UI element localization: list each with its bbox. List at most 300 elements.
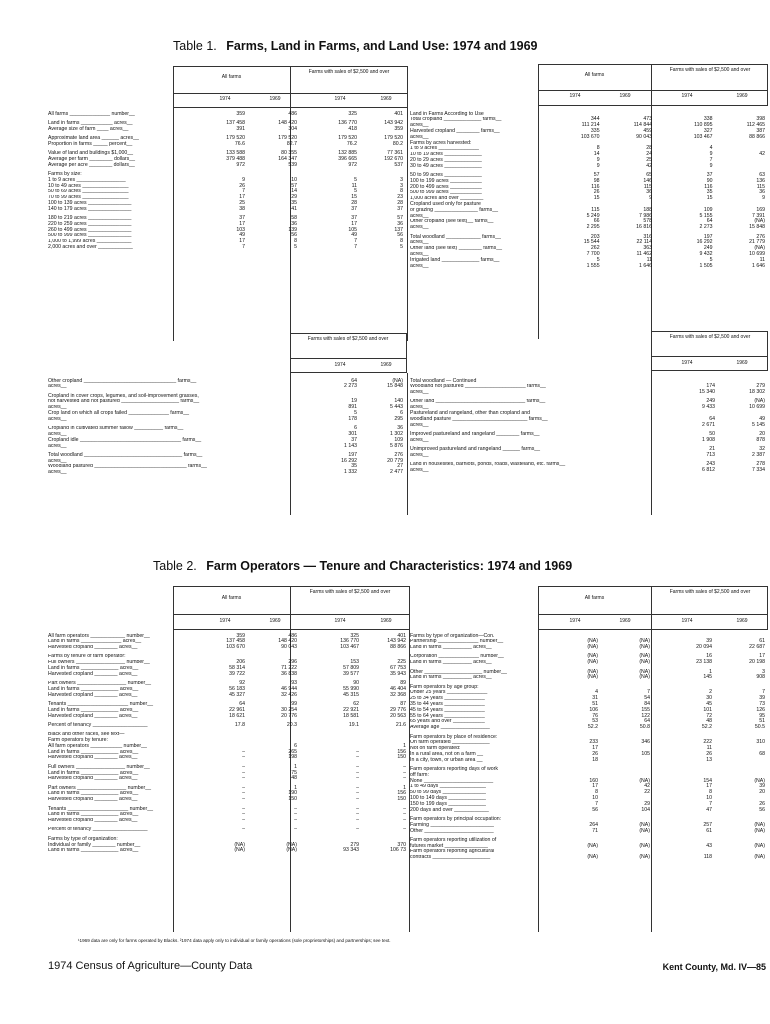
t1-left-value: 972 bbox=[348, 161, 357, 168]
t2-left-label: All farm operators ____________ number__ bbox=[48, 633, 150, 639]
t2-right-label: Farm operators by age group: bbox=[410, 684, 479, 690]
t2-left-label: Full owners _________________ number__ bbox=[48, 659, 150, 666]
t2-right-value: 54 bbox=[644, 695, 650, 702]
t1-right-value: 7 391 bbox=[752, 212, 765, 219]
t1-lower-left-label: Cropland in cover crops, legumes, and soil-improvement grasses, bbox=[48, 393, 199, 399]
t1-right-value: 7 986 bbox=[639, 212, 653, 219]
t1-lower-left-label: acres__ bbox=[48, 458, 67, 464]
t2-left-value: 56 183 bbox=[229, 685, 245, 692]
t2-right-value: 154 bbox=[703, 777, 712, 784]
t1-right-value: 5 249 bbox=[586, 212, 600, 219]
t1-right-label: 1,000 acres and over ________ bbox=[410, 195, 484, 202]
t2-right-value: (NA) bbox=[639, 659, 650, 666]
t1-lower-right-label: acres__ bbox=[410, 404, 429, 411]
t2-right-label: Farms by type of organization—Con. bbox=[410, 633, 495, 639]
t1-right-value: 15 bbox=[593, 195, 600, 202]
t2-left-value: – bbox=[403, 805, 406, 812]
t1-right-value: 111 214 bbox=[581, 122, 600, 129]
t1-lower-left-value: 276 bbox=[394, 451, 403, 458]
t1-right-value: 276 bbox=[756, 233, 765, 240]
t1-left-value: 972 bbox=[236, 161, 245, 168]
t2-left-value: 39 722 bbox=[229, 670, 245, 677]
t1-left-value: 137 bbox=[394, 226, 403, 233]
t2-left-value: 30 254 bbox=[281, 706, 297, 713]
t1-right-value: 8 bbox=[596, 145, 600, 152]
t2-right-value: 39 bbox=[759, 783, 765, 790]
t2-right-value: 4 bbox=[595, 689, 598, 696]
t1-right-value: 316 bbox=[643, 233, 653, 240]
t1-left-value: 7 bbox=[354, 244, 357, 251]
t1-right-label: acres__ bbox=[410, 224, 429, 231]
t2-left-value: 148 420 bbox=[278, 638, 297, 645]
t2-right-value: 56 bbox=[592, 806, 598, 813]
t2-left-value: – bbox=[356, 805, 359, 812]
table2-right-table bbox=[410, 633, 765, 860]
t1-lower-right-value: 7 334 bbox=[752, 466, 765, 473]
t1-left-value: 3 bbox=[400, 176, 403, 183]
t2-right-value: (NA) bbox=[639, 821, 650, 828]
t1-left-value: 5 bbox=[354, 188, 357, 195]
t2-right-label: Under 25 years ______________ bbox=[410, 689, 488, 696]
t2-left-value: 90 bbox=[353, 680, 359, 687]
t2-right-label: 200 days and over ____________ bbox=[410, 807, 489, 813]
t1-left-label: 100 to 139 acres _______________ bbox=[48, 200, 132, 206]
t2-left-value: – bbox=[356, 796, 359, 803]
t1-right-value: 21 779 bbox=[749, 239, 765, 246]
t1-lower-right-value: 15 340 bbox=[699, 389, 715, 396]
t2-right-label: Land in farms __________ acres__ bbox=[410, 644, 492, 651]
t2-right-value: 52.2 bbox=[587, 724, 598, 731]
t1-right-label: 20 to 29 acres _____________ bbox=[410, 157, 482, 163]
t1-lower-left-label: acres__ bbox=[48, 416, 67, 422]
t2-left-value: – bbox=[356, 784, 359, 791]
t2-right-value: (NA) bbox=[587, 659, 598, 666]
table1-lower-right-col-sales: Farms with sales of $2,500 and over bbox=[669, 334, 751, 340]
t1-right-value: 146 bbox=[643, 177, 653, 184]
t2-left-value: 93 343 bbox=[343, 847, 359, 854]
table1-right-y1969a: 1969 bbox=[619, 93, 631, 99]
t2-left-value: – bbox=[403, 811, 406, 818]
t2-right-value: 22 bbox=[644, 789, 650, 796]
t1-right-label: 100 to 199 acres ___________ bbox=[410, 178, 482, 184]
t1-lower-left-value: 36 bbox=[397, 425, 403, 432]
t2-left-value: 90 043 bbox=[281, 644, 297, 651]
table1-left-y1969b: 1969 bbox=[380, 96, 392, 102]
t1-right-value: 36 bbox=[646, 189, 653, 196]
t2-left-value: – bbox=[356, 811, 359, 818]
table1-left-col-sales: Farms with sales of $2,500 and over bbox=[308, 69, 390, 75]
t1-left-value: 37 bbox=[239, 215, 245, 222]
t1-right-value: 15 544 bbox=[583, 239, 600, 246]
t1-right-value: 37 bbox=[706, 172, 713, 179]
t1-right-value: 1 646 bbox=[639, 262, 653, 269]
t1-lower-right-value: 878 bbox=[756, 436, 765, 443]
t1-lower-left-label: Cropland idle ___________________________________ farms__ bbox=[48, 437, 202, 443]
t2-left-label: Harvested cropland ________ acres__ bbox=[48, 775, 138, 782]
t1-left-value: 359 bbox=[236, 110, 245, 117]
t2-left-value: – bbox=[242, 769, 245, 776]
t1-right-label: 500 to 999 acres ___________ bbox=[410, 189, 482, 196]
t1-left-value: 41 bbox=[291, 205, 297, 212]
t2-left-row bbox=[48, 848, 406, 854]
t2-left-value: 103 467 bbox=[340, 644, 359, 651]
t2-right-value: 3 bbox=[762, 668, 765, 675]
t2-right-value: (NA) bbox=[587, 638, 598, 645]
t2-right-row bbox=[410, 855, 765, 861]
t1-lower-left-label: Crop land on which all crops failed ______________ farms__ bbox=[48, 410, 190, 417]
t2-right-label: Land in farms __________ acres__ bbox=[410, 674, 492, 681]
t2-left-value: 325 bbox=[350, 632, 359, 639]
t2-right-value: 42 bbox=[644, 783, 650, 790]
t2-left-label: Land in farms _____________ acres__ bbox=[48, 749, 139, 755]
table2-left-y1974b: 1974 bbox=[334, 618, 346, 624]
t2-right-value: 51 bbox=[592, 701, 598, 708]
t1-lower-left-value: 295 bbox=[394, 415, 403, 422]
t2-right-value: 17 bbox=[592, 783, 598, 790]
t2-right-value: 45 bbox=[706, 701, 712, 708]
t1-right-value: 11 462 bbox=[636, 250, 653, 257]
table2-left-table bbox=[48, 633, 406, 854]
t2-left-value: 22 921 bbox=[343, 706, 359, 713]
t2-left-value: 71 222 bbox=[281, 665, 297, 672]
t1-lower-right-value: 10 699 bbox=[749, 404, 765, 411]
t1-left-label: 1,000 to 1,999 acres ____________ bbox=[48, 238, 132, 245]
t1-lower-right-value: 5 145 bbox=[752, 421, 765, 428]
t1-right-value: 327 bbox=[703, 127, 713, 134]
t2-left-value: – bbox=[356, 817, 359, 824]
t2-right-label: Farm operators reporting agricultural bbox=[410, 848, 495, 855]
t2-right-value: 122 bbox=[641, 712, 650, 719]
t2-left-value: 1 bbox=[403, 784, 406, 791]
t2-right-value: 20 bbox=[759, 789, 765, 796]
t2-right-value: 76 bbox=[592, 712, 598, 719]
t1-left-label: 140 to 179 acres _______________ bbox=[48, 206, 132, 212]
t1-left-value: 77 361 bbox=[387, 150, 403, 157]
t1-left-label: 260 to 499 acres _______________ bbox=[48, 227, 132, 233]
t1-left-label: Land in farms ___________ acres__ bbox=[48, 120, 133, 126]
t1-right-value: 363 bbox=[643, 245, 653, 252]
t1-right-value: 5 bbox=[709, 256, 713, 263]
table1-lower-right-table bbox=[410, 378, 765, 473]
t1-left-value: 8 bbox=[400, 188, 403, 195]
t2-right-label: Other ________________________ bbox=[410, 827, 494, 834]
table1-lower-right-y1969: 1969 bbox=[736, 360, 748, 366]
t1-left-value: 37 bbox=[397, 205, 403, 212]
t1-left-value: 5 bbox=[294, 244, 297, 251]
t2-right-value: 155 bbox=[641, 706, 650, 713]
t1-right-value: 115 bbox=[643, 183, 653, 190]
t2-right-value: 29 bbox=[644, 800, 650, 807]
t2-left-value: 20.3 bbox=[286, 721, 297, 728]
t1-left-value: 7 bbox=[242, 188, 245, 195]
t1-left-label: 220 to 259 acres _______________ bbox=[48, 221, 132, 227]
t1-left-value: 49 bbox=[351, 232, 357, 239]
t2-right-value: (NA) bbox=[754, 821, 765, 828]
footnote: ¹1969 data are only for farms operated by Blacks. ²1974 data apply only to individual or family operations (sole proprietorships) and partnerships; see text. bbox=[78, 938, 391, 943]
t1-right-value: 9 432 bbox=[699, 250, 713, 257]
t1-lower-right-value: 249 bbox=[706, 398, 715, 405]
t2-right-value: (NA) bbox=[639, 842, 650, 849]
t2-right-value: 17 bbox=[759, 653, 765, 660]
t1-left-value: 148 420 bbox=[278, 119, 297, 126]
t1-lower-right-value: 50 bbox=[709, 430, 715, 437]
t1-left-label: 70 to 99 acres ________________ bbox=[48, 194, 129, 201]
t2-left-value: 45 327 bbox=[229, 691, 245, 698]
t2-right-value: 26 bbox=[592, 750, 598, 757]
table1-left-col-all-farms: All farms bbox=[221, 74, 242, 80]
t1-lower-left-value: 1 302 bbox=[390, 430, 403, 437]
t2-left-value: – bbox=[242, 790, 245, 797]
t2-left-value: – bbox=[403, 775, 406, 782]
t2-left-value: 190 bbox=[288, 790, 297, 797]
t2-left-value: – bbox=[294, 817, 297, 824]
t2-left-value: 18 581 bbox=[343, 712, 359, 719]
t2-right-value: 105 bbox=[641, 750, 650, 757]
t2-right-value: 7 bbox=[709, 800, 712, 807]
t1-lower-left-value: 2 273 bbox=[344, 383, 357, 390]
t1-lower-left-label: acres__ bbox=[48, 431, 67, 437]
t2-right-value: (NA) bbox=[587, 842, 598, 849]
t1-left-value: 35 bbox=[291, 199, 297, 206]
t1-left-value: 5 bbox=[354, 176, 357, 183]
t2-left-value: 106 73 bbox=[390, 847, 406, 854]
t2-left-label: Harvested cropland ________ acres__ bbox=[48, 644, 138, 651]
t2-left-value: 57 809 bbox=[343, 665, 359, 672]
t1-left-value: 57 bbox=[291, 182, 297, 189]
t2-right-value: 39 bbox=[759, 695, 765, 702]
t2-left-value: – bbox=[294, 811, 297, 818]
t1-right-value: 28 bbox=[646, 145, 653, 152]
t2-right-value: 908 bbox=[756, 674, 765, 681]
t2-right-row bbox=[410, 675, 765, 681]
t2-left-value: 265 bbox=[288, 748, 297, 755]
t1-left-value: 37 bbox=[351, 205, 357, 212]
t1-right-value: 15 848 bbox=[749, 224, 765, 231]
t2-right-label: 50 to 99 days _______________ bbox=[410, 789, 486, 796]
t1-left-value: 359 bbox=[394, 125, 403, 132]
t1-lower-right-label: Total woodland — Continued bbox=[410, 378, 477, 384]
t1-left-value: 192 670 bbox=[384, 155, 403, 162]
t2-left-label: Land in farms ______________ acres__ bbox=[48, 638, 142, 645]
t1-lower-left-value: 6 bbox=[354, 425, 357, 432]
t1-lower-left-label: Cropland in cultivated summer fallow __________ farms__ bbox=[48, 425, 184, 432]
t2-right-label: 65 years and over ___________ bbox=[410, 718, 485, 725]
footer-publication: 1974 Census of Agriculture—County Data bbox=[48, 960, 253, 972]
t2-left-value: (NA) bbox=[234, 841, 245, 848]
t1-right-value: 578 bbox=[643, 218, 653, 225]
t2-left-value: – bbox=[242, 826, 245, 833]
t1-lower-left-row bbox=[48, 470, 403, 476]
t2-right-value: (NA) bbox=[587, 674, 598, 681]
t2-left-value: – bbox=[242, 784, 245, 791]
t1-right-label: Total cropland _____________ farms__ bbox=[410, 116, 502, 123]
t2-right-value: 51 bbox=[759, 718, 765, 725]
t1-right-value: 112 465 bbox=[746, 122, 765, 129]
t1-left-value: 76.2 bbox=[346, 140, 357, 147]
t2-right-value: 118 bbox=[703, 854, 712, 861]
t1-left-value: 56 bbox=[291, 232, 297, 239]
t1-left-value: 379 488 bbox=[226, 155, 245, 162]
t2-right-value: (NA) bbox=[639, 653, 650, 660]
t1-left-label: 10 to 49 acres ________________ bbox=[48, 182, 129, 189]
t1-right-value: 98 bbox=[593, 177, 600, 184]
t1-lower-right-label: acres__ bbox=[410, 452, 429, 458]
t2-left-value: 156 bbox=[397, 790, 406, 797]
t1-left-value: 80 355 bbox=[281, 150, 297, 157]
t2-right-value: 73 bbox=[759, 701, 765, 708]
t1-right-value: 387 bbox=[756, 127, 765, 134]
t1-right-value: 169 bbox=[756, 206, 765, 213]
t2-right-label: Farm operators reporting utilization of bbox=[410, 837, 497, 843]
t2-left-value: 32 426 bbox=[281, 691, 297, 698]
t2-left-value: 22 961 bbox=[229, 706, 245, 713]
t1-right-label: acres__ bbox=[410, 122, 429, 129]
t1-left-label: Average per acre ________ dollars__ bbox=[48, 162, 135, 168]
t2-right-value: 22 687 bbox=[749, 644, 765, 651]
t1-right-label: Harvested cropland ________ farms__ bbox=[410, 128, 500, 134]
t1-right-value: 103 670 bbox=[580, 133, 600, 140]
t1-right-value: 65 bbox=[646, 172, 653, 179]
t1-right-value: 9 bbox=[762, 195, 765, 202]
t1-left-value: 179 520 bbox=[338, 134, 357, 141]
t1-left-value: 7 bbox=[242, 244, 245, 251]
t2-left-label: Land in farms _____________ acres__ bbox=[48, 665, 139, 672]
t1-right-label: Farms by acres harvested: bbox=[410, 139, 472, 146]
t2-left-value: 150 bbox=[397, 796, 406, 803]
t2-left-value: – bbox=[294, 805, 297, 812]
t2-left-label: Full owners _________________ number__ bbox=[48, 764, 150, 770]
t1-lower-right-label: Land in housesites, barnlots, ponds, roads, wasteland, etc. farms__ bbox=[410, 461, 566, 468]
t1-lower-left-value: 1 332 bbox=[344, 469, 357, 476]
table1-right-table bbox=[410, 111, 765, 269]
t2-left-value: 36 838 bbox=[281, 670, 297, 677]
t2-left-value: 58 314 bbox=[229, 665, 245, 672]
t1-right-label: 10 to 19 acres _____________ bbox=[410, 151, 482, 158]
table2-number: Table 2. bbox=[153, 559, 197, 573]
t1-left-value: 143 942 bbox=[384, 119, 403, 126]
t1-left-value: 325 bbox=[348, 110, 357, 117]
t2-right-value: 53 bbox=[592, 718, 598, 725]
t1-left-value: 17 bbox=[239, 194, 245, 201]
t2-left-value: 48 bbox=[291, 775, 297, 782]
table1-left-y1969a: 1969 bbox=[269, 96, 281, 102]
t2-right-value: (NA) bbox=[639, 777, 650, 784]
t1-right-value: 110 895 bbox=[694, 122, 713, 129]
t1-right-value: 14 bbox=[593, 151, 600, 158]
t1-left-label: All farms ______________ number__ bbox=[48, 111, 135, 117]
t1-right-value: 116 bbox=[591, 183, 600, 190]
t1-right-value: 26 bbox=[593, 189, 600, 196]
t2-left-value: 99 bbox=[291, 701, 297, 708]
t2-right-label: In a city, town, or urban area __ bbox=[410, 757, 483, 763]
t2-left-value: – bbox=[356, 775, 359, 782]
t1-left-value: 304 bbox=[288, 125, 297, 132]
t1-right-value: 7 bbox=[709, 156, 713, 163]
t1-left-value: 105 bbox=[348, 226, 357, 233]
t1-lower-left-label: acres__ bbox=[48, 469, 67, 476]
table2-right-col-all-farms: All farms bbox=[584, 595, 605, 601]
t1-left-value: 136 770 bbox=[338, 119, 357, 126]
t1-lower-left-value: 109 bbox=[394, 436, 403, 443]
t2-left-value: 18 621 bbox=[229, 712, 245, 719]
t1-left-label: 50 to 69 acres ________________ bbox=[48, 188, 129, 195]
t1-right-label: acres__ bbox=[410, 251, 429, 257]
t2-right-label: Corporation ______________ number__ bbox=[410, 653, 504, 660]
t2-left-value: 279 bbox=[350, 841, 359, 848]
t1-left-value: 418 bbox=[348, 125, 357, 132]
t1-left-value: 8 bbox=[294, 238, 297, 245]
t2-right-value: 43 bbox=[706, 842, 712, 849]
t1-left-value: 49 bbox=[239, 232, 245, 239]
t1-left-value: 37 bbox=[351, 215, 357, 222]
t2-left-label: Part owners _________________ number__ bbox=[48, 785, 151, 791]
t2-left-label: Black and other races, see text— bbox=[48, 731, 125, 738]
t2-right-row bbox=[410, 725, 765, 731]
t1-left-value: 25 bbox=[239, 199, 245, 206]
t1-lower-right-label: Woodland not pastured _____________________ farms__ bbox=[410, 383, 546, 390]
t1-left-value: 28 bbox=[351, 199, 357, 206]
t1-lower-left-value: 6 bbox=[400, 410, 403, 417]
table1-left-y1974a: 1974 bbox=[219, 96, 231, 102]
t1-right-label: acres__ bbox=[410, 262, 429, 269]
t1-lower-left-label: acres__ bbox=[48, 404, 67, 411]
t1-left-value: 17 bbox=[239, 220, 245, 227]
table1-right-col-all-farms: All farms bbox=[584, 72, 605, 78]
t2-right-label: Farm operators reporting days of work bbox=[410, 766, 498, 773]
t2-left-value: 62 bbox=[353, 701, 359, 708]
table2-left-y1974a: 1974 bbox=[219, 618, 231, 624]
t2-right-value: (NA) bbox=[639, 674, 650, 681]
t2-left-value: – bbox=[356, 763, 359, 770]
t2-right-value: 10 bbox=[592, 795, 598, 802]
t2-left-label: Harvested cropland ________ acres__ bbox=[48, 713, 138, 719]
t1-right-value: 114 844 bbox=[633, 122, 653, 129]
t1-right-value: 36 bbox=[759, 189, 765, 196]
t1-left-value: 179 520 bbox=[226, 134, 245, 141]
t1-left-label: 180 to 219 acres _______________ bbox=[48, 215, 132, 222]
t1-lower-left-value: 5 876 bbox=[390, 442, 403, 449]
table1-lower-left-col-sales: Farms with sales of $2,500 and over bbox=[307, 336, 389, 342]
t2-left-value: 225 bbox=[397, 659, 406, 666]
t2-right-value: (NA) bbox=[754, 842, 765, 849]
t1-lower-left-value: 1 143 bbox=[344, 442, 357, 449]
t1-right-value: 42 bbox=[646, 162, 653, 169]
t2-left-value: 103 670 bbox=[226, 644, 245, 651]
t1-lower-right-value: 18 302 bbox=[749, 389, 765, 396]
t1-left-value: 36 bbox=[291, 220, 297, 227]
t1-right-value: 203 bbox=[590, 233, 600, 240]
t2-left-label: Farm operators by tenure: bbox=[48, 737, 108, 744]
t1-left-value: 76.6 bbox=[234, 140, 245, 147]
t1-lower-left-value: (NA) bbox=[392, 377, 403, 384]
t1-right-value: 2 273 bbox=[699, 224, 713, 231]
t1-right-value: 1 646 bbox=[752, 262, 765, 269]
t1-left-value: 10 bbox=[291, 176, 297, 183]
t1-lower-right-label: acres__ bbox=[410, 389, 429, 396]
t2-left-value: 1 bbox=[294, 784, 297, 791]
t1-right-value: 262 bbox=[590, 245, 600, 252]
t2-right-value: 257 bbox=[703, 821, 712, 828]
t1-right-value: 115 bbox=[756, 183, 765, 190]
t2-right-label: Farm operators by place of residence: bbox=[410, 733, 498, 740]
t2-left-value: 150 bbox=[397, 754, 406, 761]
t2-right-value: (NA) bbox=[639, 854, 650, 861]
t2-left-value: (NA) bbox=[286, 841, 297, 848]
t2-left-value: 136 770 bbox=[340, 638, 359, 645]
t2-right-value: 68 bbox=[759, 750, 765, 757]
t2-left-value: 296 bbox=[288, 659, 297, 666]
t2-left-value: 486 bbox=[288, 632, 297, 639]
